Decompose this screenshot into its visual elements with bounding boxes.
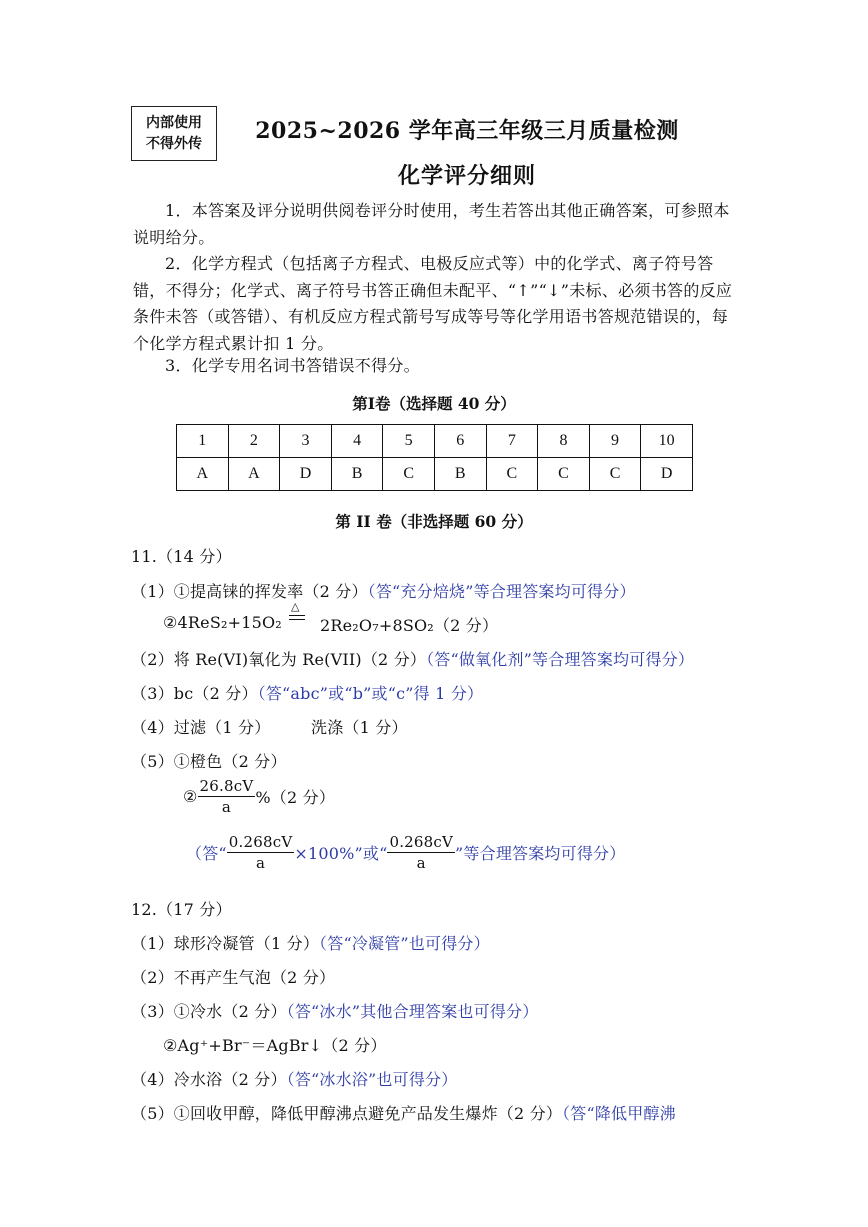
q11-part2-line	[131, 647, 694, 670]
note-fraction-1	[227, 832, 295, 873]
q12-part5-answer: （5）①回收甲醇，降低甲醇沸点避免产品发生爆炸（2 分）	[131, 1104, 563, 1123]
q12-part2-answer: （2）不再产生气泡（2 分）	[131, 968, 336, 987]
note-1: 1．本答案及评分说明供阅卷评分时使用，考生若答出其他正确答案，可参照本说明给分。	[133, 201, 730, 247]
page-subtitle: 化学评分细则	[397, 163, 536, 189]
q11-part3-line	[131, 681, 483, 704]
stamp-line-2: 不得外传	[146, 136, 202, 152]
answer-cell: C	[383, 458, 435, 491]
question-number: 7	[486, 425, 538, 458]
fraction-numerator: 26.8cV	[199, 777, 254, 795]
q11-part5-answer-2	[183, 776, 335, 817]
q11-part3-note: （答“abc”或“b”或“c”得 1 分）	[257, 684, 484, 703]
fraction-numerator: 0.268cV	[389, 833, 454, 851]
q11-part4-answer-b: 洗涤（1 分）	[311, 718, 408, 737]
answer-cell: C	[538, 458, 590, 491]
page-title: 2025~2026 学年高三年级三月质量检测	[255, 118, 679, 144]
q11-part1-line	[131, 579, 636, 602]
fraction-denominator: a	[255, 854, 266, 872]
question-number: 3	[280, 425, 332, 458]
fraction-denominator: a	[221, 798, 232, 816]
q11-part2-answer: （2）将 Re(VI)氧化为 Re(VII)（2 分）	[131, 650, 427, 669]
section-2-title: 第 II 卷（非选择题 60 分）	[335, 512, 533, 531]
q12-header: 12.（17 分）	[131, 900, 232, 919]
note-middle: ×100%”或“	[294, 844, 388, 863]
q12-part5-note: （答“降低甲醇沸	[562, 1104, 676, 1123]
q11-part5-note	[186, 832, 625, 873]
question-number: 2	[228, 425, 280, 458]
question-number: 1	[177, 425, 229, 458]
answer-cell: C	[486, 458, 538, 491]
multiple-choice-answer-table	[176, 424, 693, 491]
q11-fraction	[198, 776, 256, 817]
q12-part4-line	[131, 1067, 457, 1090]
question-number: 9	[589, 425, 641, 458]
q11-circled-2: ②	[183, 787, 198, 806]
q11-equation-left: ②4ReS₂+15O₂	[163, 613, 282, 632]
q11-part1-note: （答“充分焙烧”等合理答案均可得分）	[367, 582, 636, 601]
q11-percent-score: %（2 分）	[255, 788, 336, 807]
q12-part5-line	[131, 1101, 676, 1124]
answer-cell: A	[228, 458, 280, 491]
answer-cell: C	[589, 458, 641, 491]
q11-part1-answer: （1）①提高铼的挥发率（2 分）	[131, 582, 368, 601]
note-2: 2．化学方程式（包括离子方程式、电极反应式等）中的化学式、离子符号答错，不得分；化学式、离子符号书答正确但未配平、“↑”“↓”未标、必须书答的反应条件未答（或答错）、有机反应方程式箭号写成等号等化学用语书答规范错误的，每个化学方程式累计扣 1 分。	[133, 254, 733, 353]
question-number: 6	[434, 425, 486, 458]
section-1-title: 第Ⅰ卷（选择题 40 分）	[352, 394, 516, 413]
answer-cell: D	[280, 458, 332, 491]
question-number: 5	[383, 425, 435, 458]
answer-cell: D	[641, 458, 693, 491]
q12-part1-note: （答“冷凝管”也可得分）	[319, 934, 490, 953]
note-open: （答“	[186, 844, 227, 863]
note-fraction-2	[387, 832, 455, 873]
q12-ionic-equation: ②Ag⁺+Br⁻＝AgBr↓（2 分）	[163, 1036, 387, 1055]
q11-part5-answer-1: （5）①橙色（2 分）	[131, 752, 287, 771]
q12-part3-answer: （3）①冷水（2 分）	[131, 1002, 287, 1021]
note-close: ”等合理答案均可得分）	[455, 844, 626, 863]
q11-header: 11.（14 分）	[131, 547, 232, 566]
q11-part4-answer-a: （4）过滤（1 分）	[131, 718, 271, 737]
q12-part1-line	[131, 931, 490, 954]
internal-use-stamp	[131, 106, 217, 161]
answer-row	[177, 458, 693, 491]
fraction-denominator: a	[416, 854, 426, 872]
question-number: 8	[538, 425, 590, 458]
answer-cell: B	[434, 458, 486, 491]
q12-part4-note: （答“冰水浴”也可得分）	[286, 1070, 458, 1089]
q12-part4-answer: （4）冷水浴（2 分）	[131, 1070, 287, 1089]
question-number-row	[177, 425, 693, 458]
fraction-numerator: 0.268cV	[228, 833, 293, 851]
note-3: 3．化学专用名词书答错误不得分。	[165, 356, 420, 375]
q12-part3-line	[131, 999, 538, 1022]
answer-cell: A	[177, 458, 229, 491]
q11-part2-note: （答“做氧化剂”等合理答案均可得分）	[426, 650, 695, 669]
q11-part3-answer: （3）bc（2 分）	[131, 684, 258, 703]
q12-part1-answer: （1）球形冷凝管（1 分）	[131, 934, 320, 953]
heat-triangle-icon: △	[291, 600, 300, 613]
q11-equation-right: 2Re₂O₇+8SO₂（2 分）	[320, 616, 499, 635]
q12-part3-note: （答“冰水”其他合理答案也可得分）	[286, 1002, 539, 1021]
stamp-line-1: 内部使用	[146, 115, 202, 131]
answer-cell: B	[331, 458, 383, 491]
question-number: 10	[641, 425, 693, 458]
question-number: 4	[331, 425, 383, 458]
